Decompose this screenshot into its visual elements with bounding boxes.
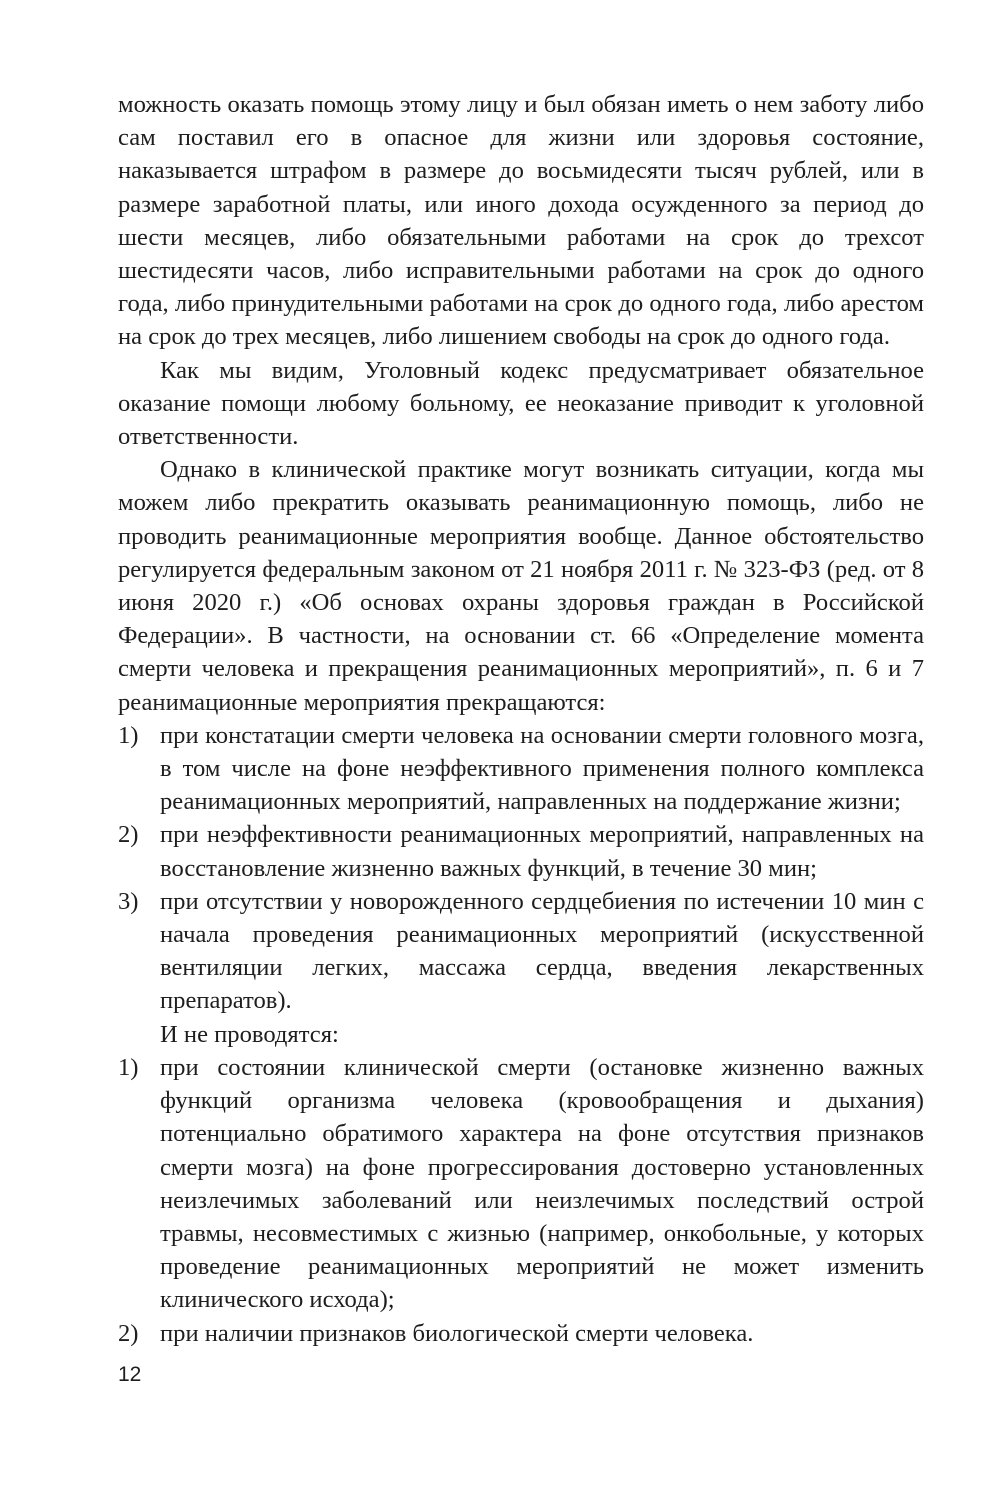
list-item-text: при состоянии клинической смерти (остановке жизненно важных функций организма человека (кровообращения и дыхания) потенциально обратимого характера на фоне отсутствия признаков смерти мозга) на фоне прогрессирования достоверно установленных неизлечимых заболеваний или неизлечимых последствий острой травмы, несовместимых с жизнью (например, онкобольные, у которых проведение реанимационных мероприятий не может изменить клинического исхода); [160, 1053, 924, 1314]
list-item [118, 1317, 924, 1350]
list-item [118, 719, 924, 819]
paragraph-criminal-code: Как мы видим, Уголовный кодекс предусматривает обязательное оказание помощи любому больному, ее неоказание приводит к уголовной ответственности. [118, 356, 924, 451]
list-resuscitation-terminated [118, 719, 924, 1018]
list-item-text: при отсутствии у новорожденного сердцебиения по истечении 10 мин с начала проведения реанимационных мероприятий (искусственной вентиляции легких, массажа сердца, введения лекарственных препаратов). [160, 887, 924, 1015]
list-item [118, 1051, 924, 1317]
list-item-number: 1) [118, 721, 139, 749]
page-body [118, 88, 924, 1350]
list-item-text: при констатации смерти человека на основании смерти головного мозга, в том числе на фоне неэффективного применения полного комплекса реанимационных мероприятий, направленных на поддержание жизни; [160, 721, 924, 816]
lead-not-performed: И не проводятся: [160, 1020, 339, 1048]
list-item-text: при наличии признаков биологической смерти человека. [160, 1319, 754, 1347]
list-item [118, 818, 924, 884]
list-item-number: 1) [118, 1053, 139, 1081]
list-item-number: 3) [118, 887, 139, 915]
list-item-number: 2) [118, 1319, 139, 1347]
paragraph-federal-law: Однако в клинической практике могут возникать ситуации, когда мы можем либо прекратить оказывать реанимационную помощь, либо не проводить реанимационные мероприятия вообще. Данное обстоятельство регулируется федеральным законом от 21 ноября 2011 г. № 323-ФЗ (ред. от 8 июня 2020 г.) «Об основах охраны здоровья граждан в Российской Федерации». В частности, на основании ст. 66 «Определение момента смерти человека и прекращения реанимационных мероприятий», п. 6 и 7 реанимационные мероприятия прекращаются: [118, 456, 924, 716]
list-item-text: при неэффективности реанимационных мероприятий, направленных на восстановление жизненно важных функций, в течение 30 мин; [160, 821, 924, 882]
page-number: 12 [118, 1363, 142, 1386]
list-item-number: 2) [118, 821, 139, 849]
list-resuscitation-not-performed [118, 1051, 924, 1350]
paragraph-continued: можность оказать помощь этому лицу и был обязан иметь о нем заботу либо сам поставил его в опасное для жизни или здоровья состояние, наказывается штрафом в размере до восьмидесяти тысяч рублей, или в размере заработной платы, или иного дохода осужденного за период до шести месяцев, либо обязательными работами на срок до трехсот шестидесяти часов, либо исправительными работами на срок до одного года, либо принудительными работами на срок до одного года, либо арестом на срок до трех месяцев, либо лишением свободы на срок до одного года. [118, 91, 924, 351]
list-item [118, 885, 924, 1018]
